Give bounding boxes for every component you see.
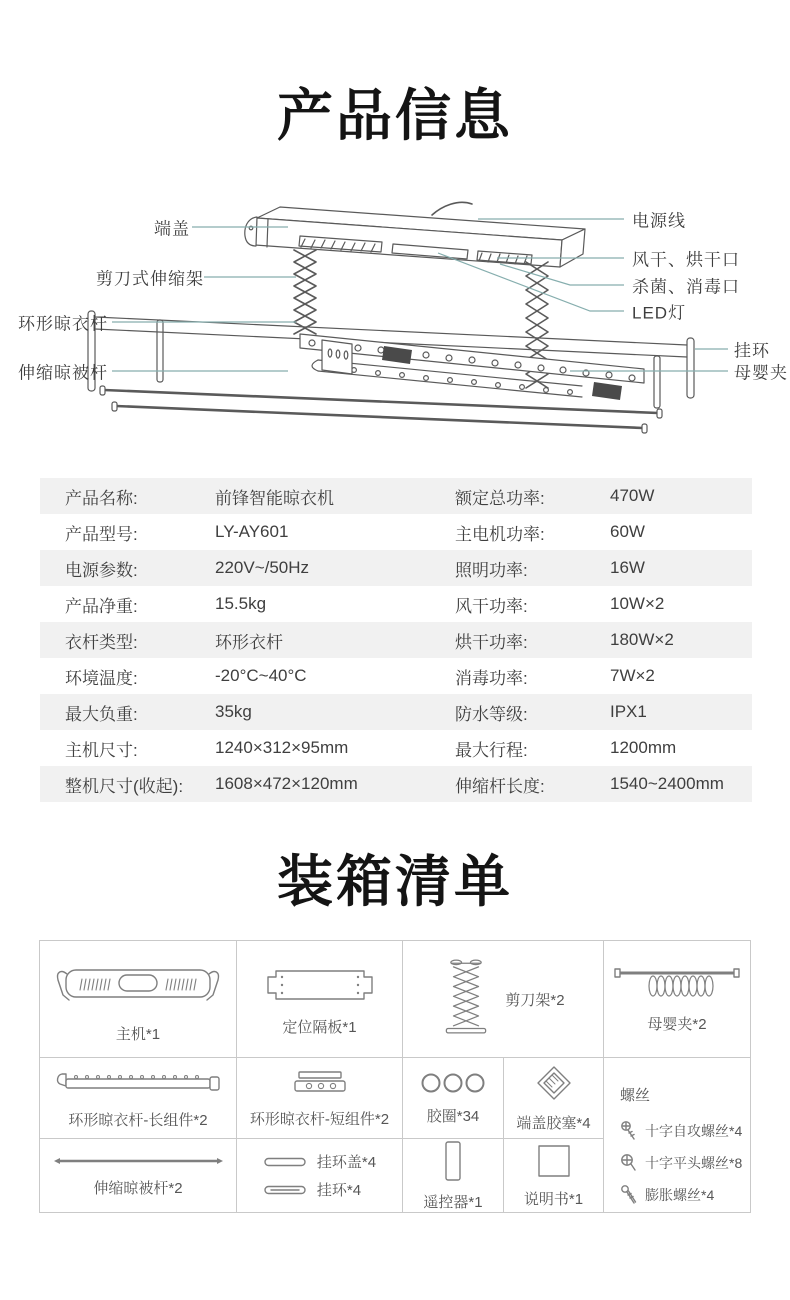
packing-item-label: 环形晾衣杆-短组件*2 [249,1111,390,1128]
spec-value: 180W×2 [610,630,674,649]
label-power-cord: 电源线 [632,211,686,231]
spec-row [40,622,752,658]
remote-icon [443,1140,463,1182]
spec-table [40,478,752,802]
packing-cell-ring-rod-short [237,1058,403,1139]
label-baby-clip: 母婴夹 [734,363,788,383]
scissor-frame-icon [441,953,491,1045]
spec-label: 消毒功率: [455,668,528,688]
spec-label: 照明功率: [455,560,528,580]
packing-item-label: 伸缩晾被杆*2 [93,1179,183,1197]
spec-label: 最大行程: [455,740,528,760]
spec-value: 7W×2 [610,666,655,685]
packing-cell-main-unit [40,941,237,1058]
spec-row [40,694,752,730]
page-title-packing-list: 装箱清单 [277,850,513,913]
spec-value: LY-AY601 [215,522,289,541]
spec-label: 衣杆类型: [65,632,138,652]
spec-value: 35kg [215,702,252,721]
packing-cell-manual [504,1139,604,1212]
packing-cell-ring-rod-long [40,1058,237,1139]
quilt-rod-icon [51,1154,226,1168]
packing-item-label: 主机*1 [115,1026,161,1043]
self-tapping-screw-icon [620,1121,638,1141]
label-quilt-rod: 伸缩晾被杆 [18,363,108,383]
ring-rod-long-icon [54,1066,222,1100]
spec-row [40,550,752,586]
machine-housing [245,202,585,267]
flat-head-screw-icon [620,1153,638,1173]
spec-label: 风干功率: [455,596,528,616]
packing-item-label: 遥控器*1 [423,1193,483,1211]
packing-cell-rubber-ring [403,1058,504,1139]
packing-item-label: 剪刀架*2 [505,991,565,1009]
page-title-product-info: 产品信息 [277,84,513,147]
packing-item-label: 定位隔板*1 [282,1019,357,1036]
label-hanging-ring: 挂环 [734,341,770,361]
spec-label: 烘干功率: [455,632,528,652]
packing-item-label: 端盖胶塞*4 [516,1115,591,1132]
spec-value: 220V~/50Hz [215,558,310,577]
spec-row [40,766,752,802]
baby-clip-icon [612,964,742,1004]
spec-value: 1200mm [610,738,677,757]
packing-cell-partition [237,941,403,1058]
spec-value: 1540~2400mm [610,774,724,793]
spec-label: 电源参数: [65,560,138,580]
spec-label: 主机尺寸: [65,740,138,760]
packing-cell-end-cap-plug [504,1058,604,1139]
packing-list-grid [39,940,751,1213]
packing-item-label: 挂环盖*4 [316,1154,377,1171]
spec-value: 16W [610,558,645,577]
spec-value: -20°C~40°C [215,666,307,685]
screw-item [620,1121,742,1141]
spec-label: 产品名称: [65,488,138,508]
label-led-light: LED灯 [632,303,687,323]
label-end-cap: 端盖 [154,219,190,239]
packing-item-label: 说明书*1 [523,1190,584,1208]
packing-cell-rings [237,1139,403,1212]
spec-value: 10W×2 [610,594,665,613]
label-air-dry-port: 风干、烘干口 [632,250,740,270]
packing-item-label: 母婴夹*2 [647,1016,707,1033]
screw-item [620,1153,742,1173]
ring-cover-icon [263,1156,307,1168]
packing-cell-remote [403,1139,504,1212]
label-sterilize-port: 杀菌、消毒口 [632,277,740,297]
spec-value: 15.5kg [215,594,267,613]
spec-value: 60W [610,522,645,541]
spec-value: IPX1 [610,702,647,721]
drying-rack [88,311,694,433]
spec-label: 环境温度: [65,668,138,688]
screws-header: 螺丝 [620,1087,651,1104]
packing-cell-screws [604,1058,750,1212]
rubber-ring-icon [418,1070,488,1096]
packing-item-label: 环形晾衣杆-长组件*2 [68,1112,208,1129]
packing-cell-scissor [403,941,604,1058]
spec-label: 产品净重: [65,596,138,616]
spec-label: 额定总功率: [455,488,545,508]
main-unit-icon [53,954,223,1014]
spec-row [40,514,752,550]
label-scissor-frame: 剪刀式伸缩架 [96,269,204,289]
packing-cell-baby-clip [604,941,750,1058]
spec-row [40,730,752,766]
label-ring-rod: 环形晾衣杆 [18,314,108,334]
spec-value: 前锋智能晾衣机 [215,488,334,508]
spec-label: 最大负重: [65,704,138,724]
spec-label: 产品型号: [65,524,138,544]
ring-item [263,1179,361,1200]
packing-item-label: 胶圈*34 [426,1108,480,1125]
spec-label: 主电机功率: [455,524,545,544]
spec-label: 防水等级: [455,704,528,724]
packing-cell-quilt-rod [40,1139,237,1212]
end-cap-plug-icon [534,1063,574,1103]
spec-value: 1240×312×95mm [215,738,349,757]
spec-row [40,586,752,622]
hanging-ring-icon [263,1184,307,1196]
spec-value: 1608×472×120mm [215,774,358,793]
ring-cover-item [263,1151,376,1172]
ring-rod-short-icon [285,1067,355,1099]
spec-label: 整机尺寸(收起): [65,776,184,796]
screw-item [620,1185,714,1205]
packing-item-label: 十字平头螺丝*8 [645,1155,743,1171]
manual-icon [536,1143,572,1179]
spec-value: 470W [610,486,655,505]
packing-item-label: 膨胀螺丝*4 [645,1187,715,1203]
packing-item-label: 挂环*4 [316,1182,362,1199]
spec-row [40,658,752,694]
spec-value: 环形衣杆 [215,632,283,652]
spec-label: 伸缩杆长度: [455,776,545,796]
packing-item-label: 十字自攻螺丝*4 [645,1123,743,1139]
partition-icon [260,961,380,1007]
spec-row [40,478,752,514]
expansion-screw-icon [620,1185,638,1205]
